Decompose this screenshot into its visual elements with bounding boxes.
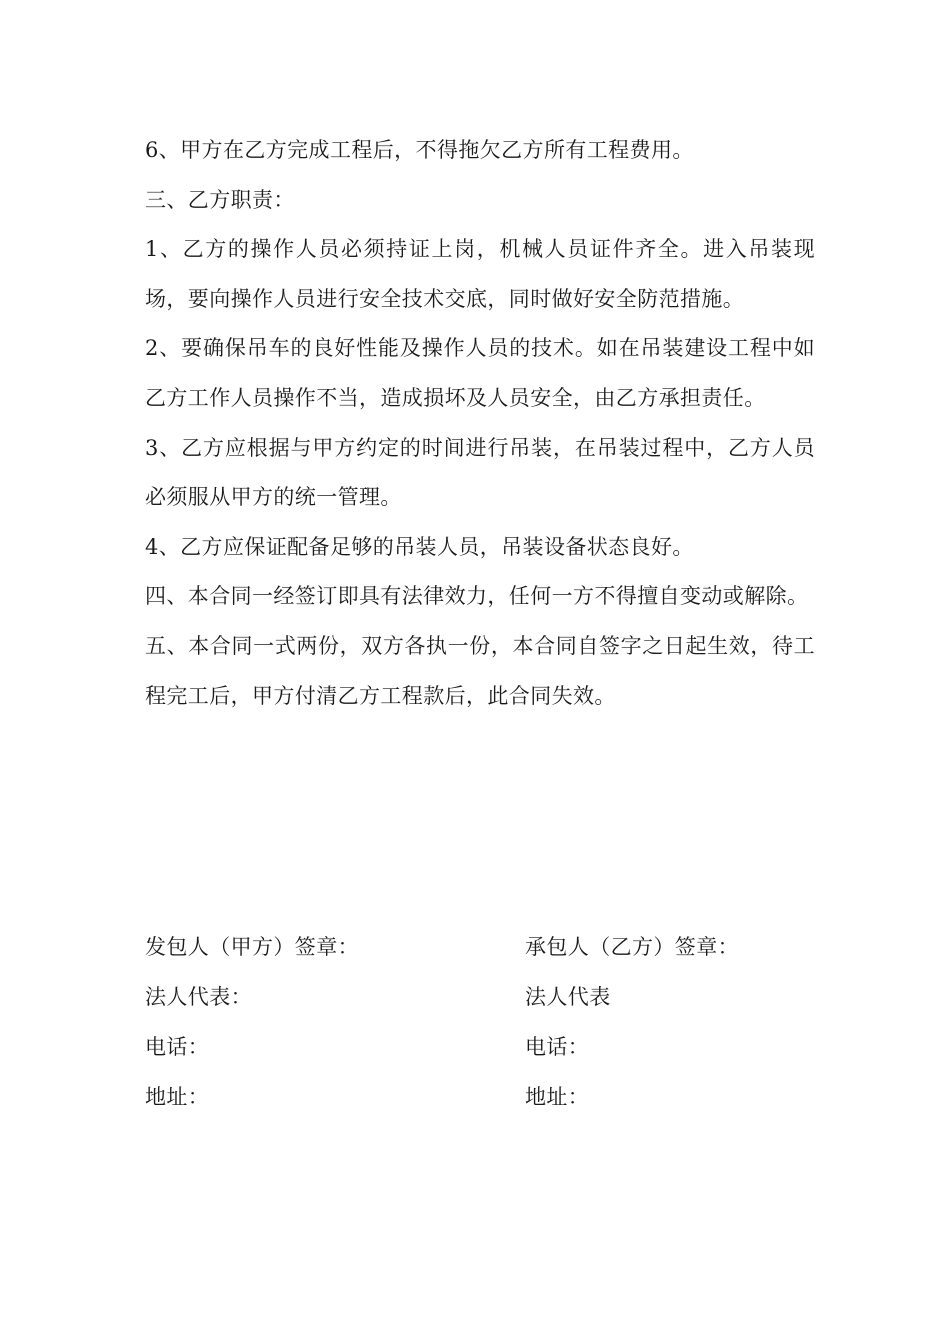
clause-b4-staffing: 4、乙方应保证配备足够的吊装人员，吊装设备状态良好。: [145, 534, 694, 559]
party-b-address-label: 地址：: [525, 1085, 590, 1109]
party-a-address-label: 地址：: [145, 1085, 210, 1109]
signature-row-phone: [145, 1021, 825, 1071]
signature-row-address: [145, 1071, 825, 1121]
signature-row-seal: [145, 921, 825, 971]
party-b-seal-label: 承包人（乙方）签章：: [525, 935, 739, 959]
signature-block: [145, 921, 825, 1121]
signature-row-legal-rep: [145, 971, 825, 1021]
clause-b2-equipment: 2、要确保吊车的良好性能及操作人员的技术。如在吊装建设工程中如乙方工作人员操作不当，造成损坏及人员安全，由乙方承担责任。: [145, 336, 815, 410]
party-a-seal-label: 发包人（甲方）签章：: [145, 935, 359, 959]
clause-a6-payment: 6、甲方在乙方完成工程后，不得拖欠乙方所有工程费用。: [145, 138, 694, 162]
section-five-copies: 五、本合同一式两份，双方各执一份，本合同自签字之日起生效，待工程完工后，甲方付清乙方工程款后，此合同失效。: [145, 633, 815, 708]
party-b-legal-rep-label: 法人代表: [525, 985, 611, 1009]
section-heading-party-b-duties: 三、乙方职责：: [145, 187, 295, 212]
contract-body: [145, 126, 815, 721]
party-a-legal-rep-label: 法人代表：: [145, 985, 252, 1009]
clause-b1-certification: 1、乙方的操作人员必须持证上岗，机械人员证件齐全。进入吊装现场，要向操作人员进行安全技术交底，同时做好安全防范措施。: [145, 237, 815, 311]
party-a-phone-label: 电话：: [145, 1035, 210, 1059]
party-b-phone-label: 电话：: [525, 1035, 590, 1059]
section-four-validity: 四、本合同一经签订即具有法律效力，任何一方不得擅自变动或解除。: [145, 584, 809, 609]
clause-b3-schedule: 3、乙方应根据与甲方约定的时间进行吊装，在吊装过程中，乙方人员必须服从甲方的统一管理。: [145, 435, 815, 510]
